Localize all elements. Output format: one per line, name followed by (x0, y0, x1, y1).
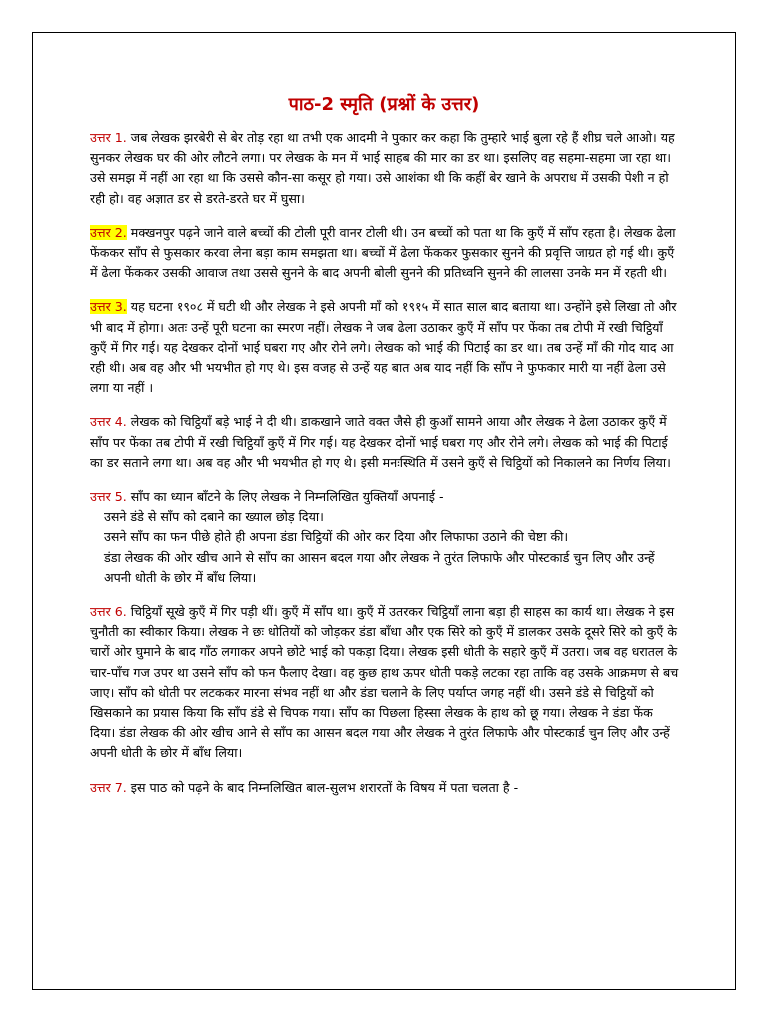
answer-label: उत्तर 5. (90, 489, 127, 505)
answer-4 (90, 412, 680, 473)
answer-label: उत्तर 6. (90, 604, 127, 620)
answer-label: उत्तर 7. (90, 779, 127, 795)
answer-text: इस पाठ को पढ़ने के बाद निम्नलिखित बाल-सुलभ शरारतों के विषय में पता चलता है - (126, 779, 519, 795)
answer-text: मक्खनपुर पढ़ने जाने वाले बच्चों की टोली पूरी वानर टोली थी। उन बच्चों को पता था कि कुएँ में साँप रहता है। लेखक ढेला फेंककर साँप से फुसकार करवा लेना बड़ा काम समझता था। बच्चों में ढेला फेंककर फुसकार सुनने की प्रवृत्ति जाग्रत हो गई थी। कुएँ में ढेला फेंककर उसकी आवाज तथा उससे सुनने के बाद अपनी बोली सुनने की प्रतिध्वनि सुनने की लालसा उनके मन में रहती थी। (90, 224, 676, 281)
answer-text: लेखक को चिट्ठियाँ बड़े भाई ने दी थी। डाकखाने जाते वक्त जैसे ही कुआँ सामने आया और लेखक ने ढेला उठाकर कुएँ में साँप पर फेंका तब टोपी में रखी चिट्ठियाँ कुएँ में गिर गई। यह देखकर दोनों भाई घबरा गए और रोने लगे। लेखक को भाई की पिटाई का डर सताने लगा था। अब वह और भी भयभीत हो गए थे। इसी मनःस्थिति में उसने कुएँ से चिट्ठियों को निकालने का निर्णय लिया। (90, 414, 671, 470)
answer-label: उत्तर 3. (90, 299, 127, 315)
answer-5-line-3: डंडा लेखक की ओर खीच आने से साँप का आसन बदल गया और लेखक ने तुरंत लिफाफे और पोस्टकार्ड चुन लिए और उन्हें अपनी धोती के छोर में बाँध लिया। (104, 549, 655, 585)
answer-label: उत्तर 1. (90, 130, 127, 145)
answer-label: उत्तर 2. (90, 224, 127, 240)
answers-content (90, 128, 680, 812)
answer-7 (90, 778, 680, 798)
answer-text: यह घटना १९०८ में घटी थी और लेखक ने इसे अपनी माँ को १९१५ में सात साल बाद बताया था। उन्होंने इसे लिखा तो और भी बाद में होगा। अतः उन्हें पूरी घटना का स्मरण नहीं। लेखक ने जब ढेला उठाकर कुएँ में साँप पर फेंका तब टोपी में रखी चिट्ठियाँ कुएँ में गिर गई। यह देखकर दोनों भाई घबरा गए और रोने लगे। लेखक को भाई की पिटाई का डर था। तब उन्हें माँ की गोद याद आ रही थी। अब वह और भी भयभीत हो गए थे। इस वजह से उन्हें यह बात अब याद नहीं कि साँप ने फुफकार मारी या नहीं ढेला उसे लगा या नहीं । (90, 299, 677, 396)
answer-text: जब लेखक झरबेरी से बेर तोड़ रहा था तभी एक आदमी ने पुकार कर कहा कि तुम्हारे भाई बुला रहे हैं शीघ्र चले आओ। यह सुनकर लेखक घर की ओर लौटने लगा। पर लेखक के मन में भाई साहब की मार का डर था। इसलिए वह सहमा-सहमा जा रहा था। उसे समझ में नहीं आ रहा था कि उससे कौन-सा कसूर हो गया। उसे आशंका थी कि कहीं बेर खाने के अपराध में उसकी पेशी न हो रही हो। वह अज्ञात डर से डरते-डरते घर में घुसा। (90, 130, 675, 206)
answer-label: उत्तर 4. (90, 414, 127, 430)
answer-text: चिट्ठियाँ सूखे कुएँ में गिर पड़ी थीं। कुएँ में साँप था। कुएँ में उतरकर चिट्ठियाँ लाना बड़ा ही साहस का कार्य था। लेखक ने इस चुनौती का स्वीकार किया। लेखक ने छः धोतियों को जोड़कर डंडा बाँधा और एक सिरे को कुएँ में डालकर उसके दूसरे सिरे को कुएँ के चारों ओर घुमाने के बाद गाँठ लगाकर अपने छोटे भाई को पकड़ा दिया। लेखक इसी धोती के सहारे कुएँ में उतरा। जब वह धरातल के चार-पाँच गज उपर था उसने साँप को फन फैलाए देखा। वह कुछ हाथ ऊपर धोती पकड़े लटका रहा ताकि वह उसके आक्रमण से बच जाए। साँप को धोती पर लटककर मारना संभव नहीं था और डंडा चलाने के लिए पर्याप्त जगह नहीं थी। उसने डंडे से चिट्ठियों को खिसकाने का प्रयास किया कि साँप डंडे से चिपक गया। साँप का पिछला हिस्सा लेखक के हाथ को छू गया। लेखक ने डंडा फेंक दिया। डंडा लेखक की ओर खीच आने से साँप का आसन बदल गया और लेखक ने तुरंत लिफाफे और पोस्टकार्ड चुन लिए और उन्हें अपनी धोती के छोर में बाँध लिया। (90, 604, 679, 761)
answer-1 (90, 128, 680, 209)
answer-2 (90, 223, 680, 284)
answer-3 (90, 297, 680, 398)
answer-5-line-1: उसने डंडे से साँप को दबाने का ख्याल छोड़ दिया। (104, 509, 324, 525)
answer-5 (90, 487, 680, 588)
answer-6 (90, 602, 680, 764)
answer-5-line-2: उसने साँप का फन पीछे होते ही अपना डंडा चिट्ठियों की ओर कर दिया और लिफाफा उठाने की चेष्टा की। (104, 529, 569, 545)
answer-text: साँप का ध्यान बाँटने के लिए लेखक ने निम्नलिखित युक्तियाँ अपनाई - (126, 489, 444, 505)
page-title: पाठ-2 स्मृति (प्रश्नों के उत्तर) (288, 94, 480, 115)
